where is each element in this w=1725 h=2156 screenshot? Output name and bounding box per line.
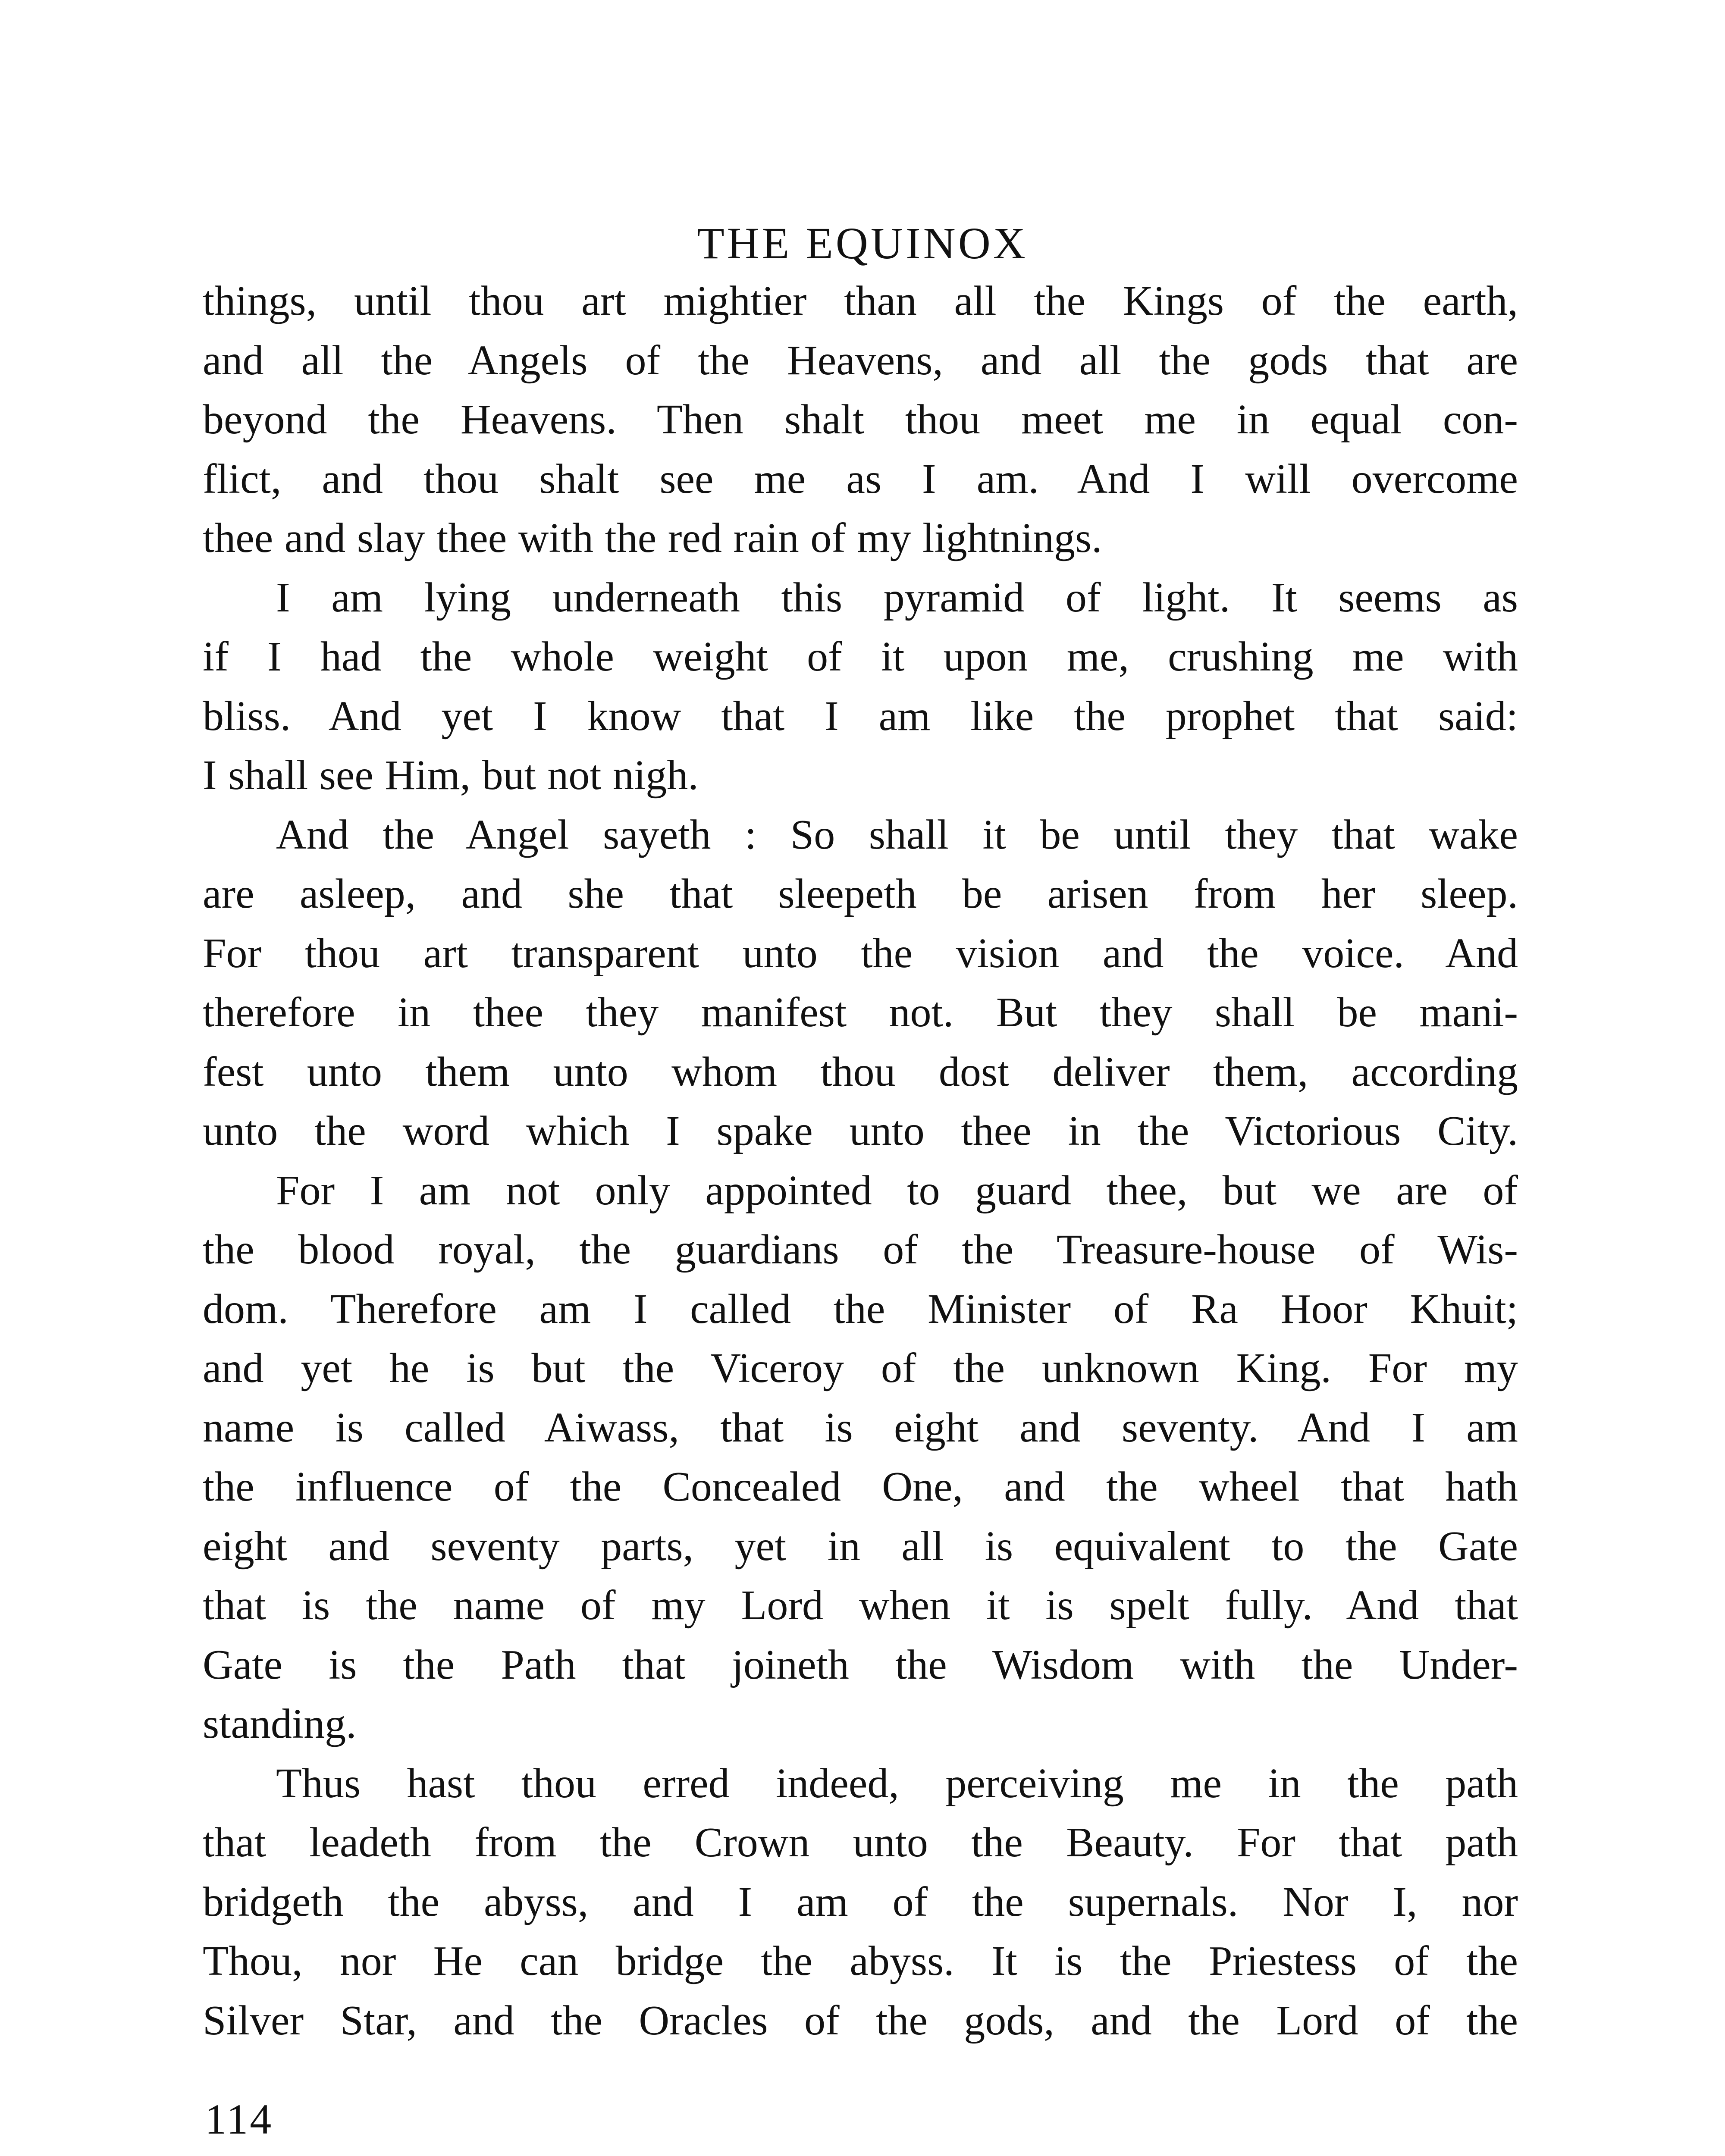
text-line: eight and seventy parts, yet in all is equivalent to the Gate xyxy=(203,1523,1518,1570)
text-line: standing. xyxy=(203,1701,357,1747)
text-line: and all the Angels of the Heavens, and all the gods that are xyxy=(203,337,1518,384)
text-line: I am lying underneath this pyramid of light. It seems as xyxy=(276,574,1518,621)
text-line: Thus hast thou erred indeed, perceiving me in the path xyxy=(276,1760,1518,1807)
text-line: fest unto them unto whom thou dost deliver them, according xyxy=(203,1048,1518,1095)
text-line: therefore in thee they manifest not. But they shall be mani- xyxy=(203,989,1518,1036)
text-line: unto the word which I spake unto thee in the Victorious City. xyxy=(203,1108,1518,1154)
text-line: dom. Therefore am I called the Minister of Ra Hoor Khuit; xyxy=(203,1285,1518,1332)
text-line: Gate is the Path that joineth the Wisdom with the Under- xyxy=(203,1641,1518,1688)
running-head-title: THE EQUINOX xyxy=(697,219,1028,268)
text-line: things, until thou art mightier than all the Kings of the earth, xyxy=(203,278,1518,324)
text-line: and yet he is but the Viceroy of the unknown King. For my xyxy=(203,1345,1518,1391)
text-line: I shall see Him, but not nigh. xyxy=(203,752,699,799)
text-line: are asleep, and she that sleepeth be arisen from her sleep. xyxy=(203,871,1518,917)
text-line: name is called Aiwass, that is eight and seventy. And I am xyxy=(203,1404,1518,1451)
page-number: 114 xyxy=(205,2095,273,2143)
text-line: beyond the Heavens. Then shalt thou meet me in equal con- xyxy=(203,396,1518,443)
text-line: the blood royal, the guardians of the Treasure-house of Wis- xyxy=(203,1226,1518,1273)
text-line: flict, and thou shalt see me as I am. And I will overcome xyxy=(203,455,1518,502)
text-line: that leadeth from the Crown unto the Beauty. For that path xyxy=(203,1819,1518,1866)
text-line: For I am not only appointed to guard thee, but we are of xyxy=(276,1167,1518,1214)
text-line: bridgeth the abyss, and I am of the supernals. Nor I, nor xyxy=(203,1878,1518,1925)
text-line: that is the name of my Lord when it is spelt fully. And that xyxy=(203,1582,1518,1629)
body-text xyxy=(203,272,1518,2050)
text-line: And the Angel sayeth : So shall it be until they that wake xyxy=(276,811,1518,858)
text-line: if I had the whole weight of it upon me, crushing me with xyxy=(203,633,1518,680)
text-line: the influence of the Concealed One, and the wheel that hath xyxy=(203,1463,1518,1510)
text-line: Silver Star, and the Oracles of the gods, and the Lord of the xyxy=(203,1997,1518,2044)
text-line: Thou, nor He can bridge the abyss. It is the Priestess of the xyxy=(203,1938,1518,1984)
text-line: thee and slay thee with the red rain of my lightnings. xyxy=(203,515,1102,561)
text-line: bliss. And yet I know that I am like the prophet that said: xyxy=(203,693,1518,740)
text-line: For thou art transparent unto the vision and the voice. And xyxy=(203,930,1518,977)
